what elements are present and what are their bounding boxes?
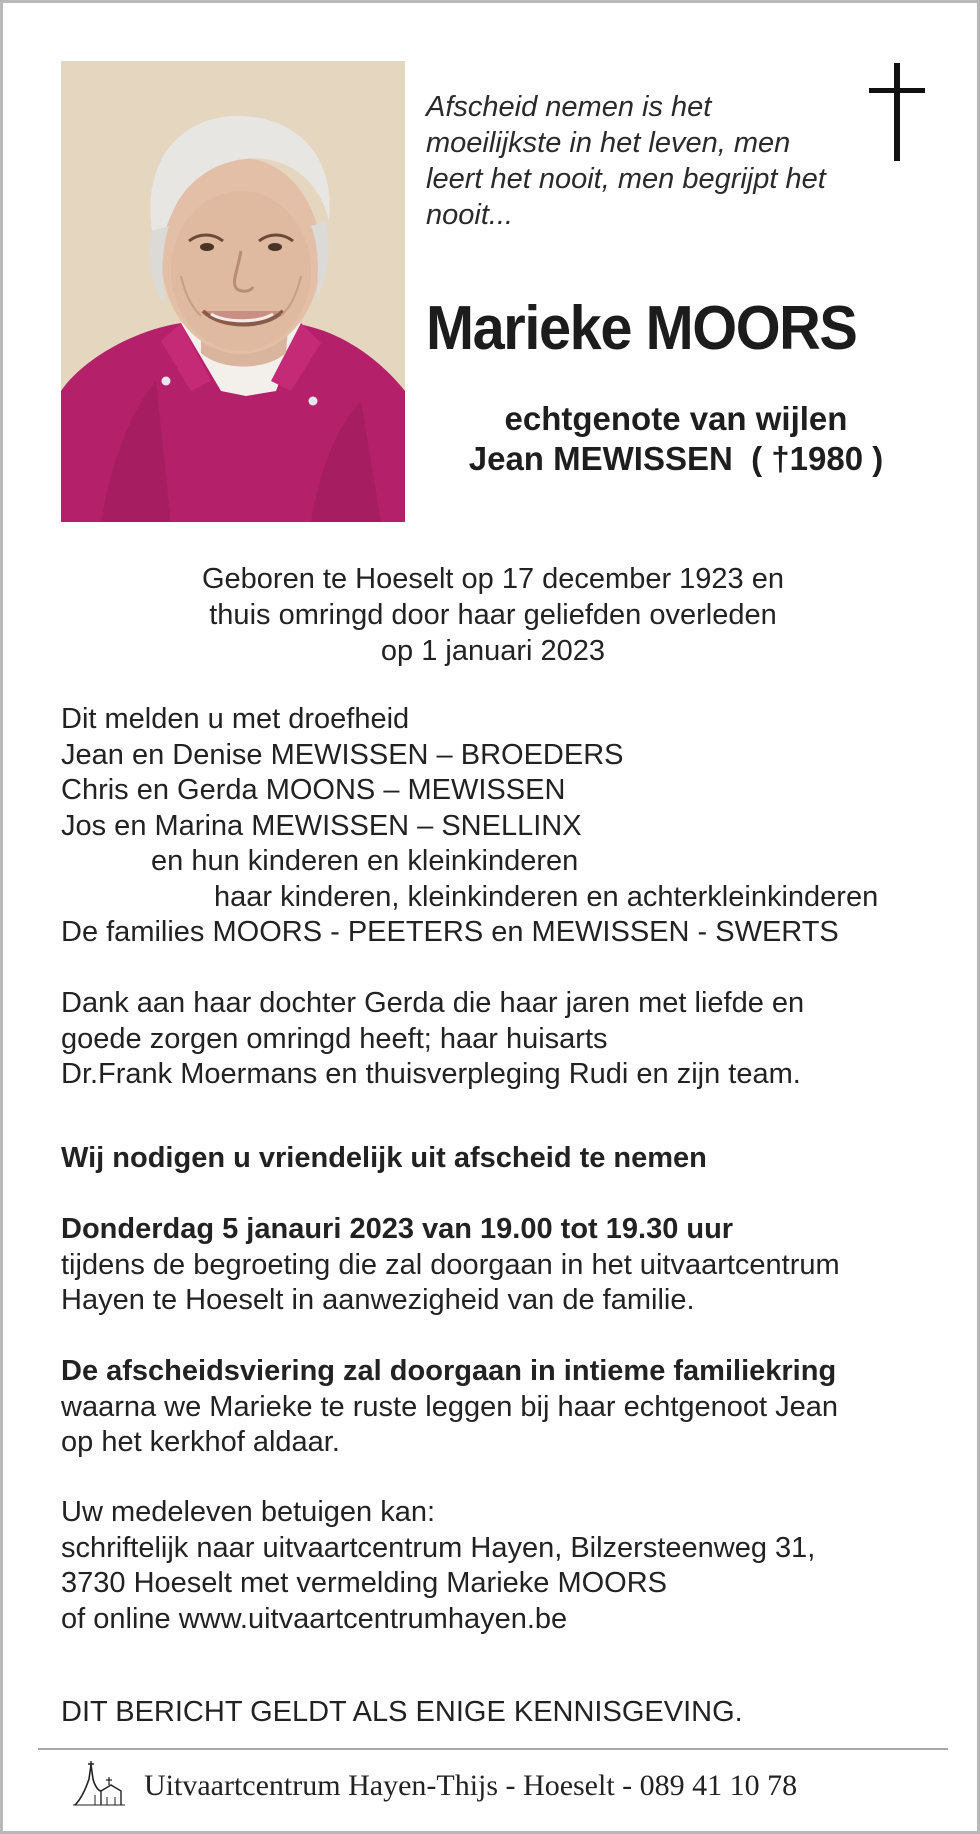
visitation-detail: Hayen te Hoeselt in aanwezigheid van de familie. (61, 1284, 695, 1316)
condolences-line: 3730 Hoeselt met vermelding Marieke MOORS (61, 1567, 668, 1599)
family-intro: Dit melden u met droefheid (61, 703, 410, 735)
portrait-photo (61, 61, 405, 522)
condolences-section (61, 1495, 961, 1637)
quote-line: nooit... (426, 199, 514, 231)
family-member: Jos en Marina MEWISSEN – SNELLINX (61, 809, 582, 842)
quote-line: Afscheid nemen is het (426, 91, 712, 123)
portrait-illustration (61, 61, 405, 522)
invitation-heading: Wij nodigen u vriendelijk uit afscheid te nemen (61, 1142, 707, 1174)
family-families: De families MOORS - PEETERS en MEWISSEN - SWERTS (61, 916, 839, 948)
thanks-line: Dr.Frank Moermans en thuisverpleging Rudi en zijn team. (61, 1058, 801, 1090)
spouse-info (426, 399, 926, 479)
spouse-line: Jean MEWISSEN ( †1980 ) (468, 440, 884, 477)
funeral-home-info: Uitvaartcentrum Hayen-Thijs - Hoeselt - 089 41 10 78 (144, 1769, 798, 1802)
church-silhouette-icon (71, 1755, 127, 1811)
quote-line: leert het nooit, men begrijpt het (426, 163, 826, 195)
invitation-section (61, 1212, 961, 1319)
latin-cross-icon (869, 63, 925, 163)
quote-line: moeilijkste in het leven, men (426, 127, 791, 159)
farewell-quote (426, 89, 866, 233)
deceased-name: Marieke MOORS (426, 294, 857, 363)
condolences-line: Uw medeleven betuigen kan: (61, 1496, 436, 1528)
ceremony-section (61, 1354, 961, 1461)
visitation-date: Donderdag 5 janauri 2023 van 19.00 tot 19.30 uur (61, 1213, 734, 1245)
family-section (61, 702, 961, 951)
spouse-line: echtgenote van wijlen (504, 400, 848, 437)
ceremony-heading: De afscheidsviering zal doorgaan in intieme familiekring (61, 1355, 837, 1387)
thanks-line: Dank aan haar dochter Gerda die haar jaren met liefde en (61, 987, 805, 1019)
notice-text: DIT BERICHT GELDT ALS ENIGE KENNISGEVING. (61, 1696, 743, 1728)
thanks-line: goede zorgen omringd heeft; haar huisarts (61, 1022, 608, 1055)
footer-divider (38, 1748, 948, 1750)
condolences-line: schriftelijk naar uitvaartcentrum Hayen, Bilzersteenweg 31, (61, 1531, 816, 1564)
ceremony-detail: waarna we Marieke te ruste leggen bij haar echtgenoot Jean (61, 1390, 839, 1423)
birth-line: op 1 januari 2023 (380, 635, 606, 667)
condolences-line: of online www.uitvaartcentrumhayen.be (61, 1602, 568, 1635)
thanks-section (61, 986, 961, 1093)
ceremony-detail: op het kerkhof aldaar. (61, 1426, 340, 1458)
birth-line: Geboren te Hoeselt op 17 december 1923 en (201, 563, 784, 595)
family-member: Chris en Gerda MOONS – MEWISSEN (61, 774, 566, 806)
footer (71, 1755, 951, 1815)
visitation-detail: tijdens de begroeting die zal doorgaan in het uitvaartcentrum (61, 1248, 840, 1281)
family-grandchildren: en hun kinderen en kleinkinderen (151, 845, 579, 877)
birth-line: thuis omringd door haar geliefden overleden (209, 599, 777, 631)
birth-death-info (61, 561, 925, 669)
family-member: Jean en Denise MEWISSEN – BROEDERS (61, 738, 624, 771)
family-others: haar kinderen, kleinkinderen en achterkleinkinderen (214, 880, 879, 913)
